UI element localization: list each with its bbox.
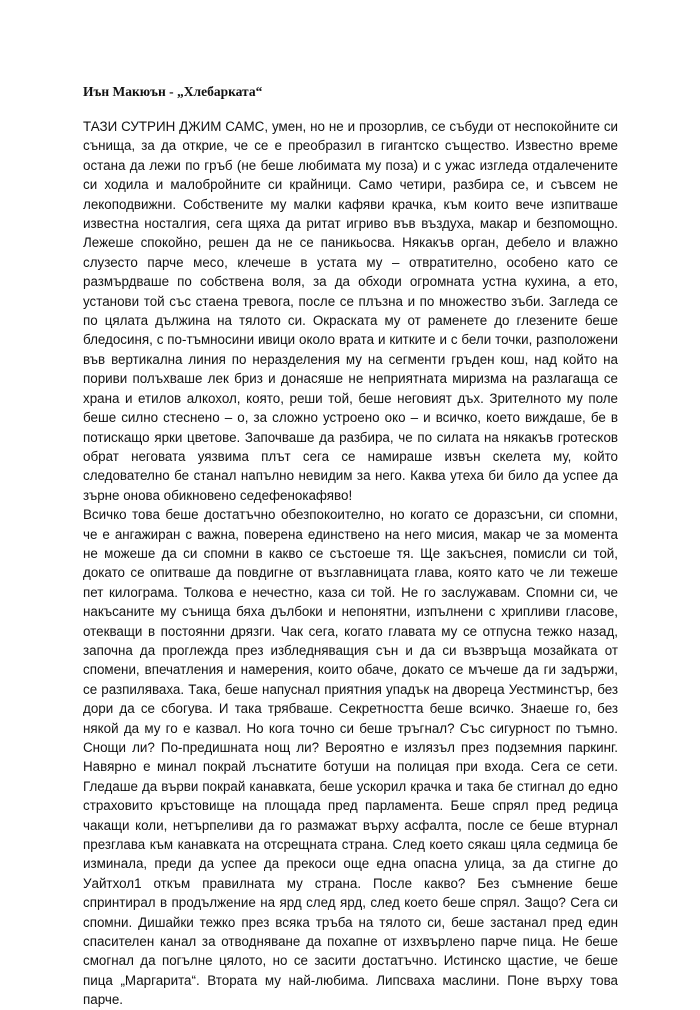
document-title: Иън Макюън - „Хлебарката“ bbox=[83, 84, 263, 99]
document-body bbox=[83, 117, 618, 1010]
paragraph: Всичко това беше достатъчно обезпокоително, но когато се доразсъни, си спомни, че е ангажиран с важна, поверена единствено на него мисия, макар че за момента не можеше да си спомни в какво се състоеше тя. Ще закъснея, помисли си той, докато се опитваше да повдигне от възглавницата глава, която като че ли тежеше пет килограма. Толкова е нечестно, каза си той. Не го заслужавам. Спомни си, че накъсаните му сънища бяха дълбоки и непонятни, изпълнени с хрипливи гласове, отекващи в постоянни дрязги. Чак сега, когато главата му се отпусна тежко назад, започна да проглежда през избледняващия сън и да си възвръща мозайката от спомени, впечатления и намерения, които обаче, докато се мъчеше да ги задържи, се разпиляваха. Така, беше напуснал приятния упадък на двореца Уестминстър, без дори да се сбогува. И така трябваше. Секретността беше всичко. Знаеше го, без някой да му го е казвал. Но кога точно си беше тръгнал? Със сигурност по тъмно. Снощи ли? По-предишната нощ ли? Вероятно е излязъл през подземния паркинг. Навярно е минал покрай лъснатите ботуши на полицая при входа. Сега се сети. Гледаше да върви покрай канавката, беше ускорил крачка и така бе стигнал до едно страховито кръстовище на площада пред парламента. Беше спрял пред редица чакащи коли, нетърпеливи да го размажат върху асфалта, после се беше втурнал презглава към канавката на отсрещната страна. След което сякаш цяла седмица бе изминала, преди да успее да прекоси още една опасна улица, за да стигне до Уайтхол1 откъм правилната му страна. После какво? Без съмнение беше спринтирал в продължение на ярд след ярд, след което беше спрял. Защо? Сега си спомни. Дишайки тежко през всяка тръба на тялото си, беше застанал пред един спасителен канал за отводняване да похапне от изхвърлено парче пица. Не беше смогнал да погълне цялото, но се засити достатъчно. Истинско щастие, че беше пица „Маргарита“. Втората му най-любима. Липсваха маслини. Поне върху това парче. bbox=[83, 507, 618, 1008]
paragraph: ТАЗИ СУТРИН ДЖИМ САМС, умен, но не и прозорлив, се събуди от неспокойните си сънища, за да открие, че се е преобразил в гигантско същество. Известно време остана да лежи по гръб (не беше любимата му поза) и с ужас изгледа отдалечените си ходила и малобройните си крайници. Само четири, разбира се, и съвсем не лекоподвижни. Собствените му малки кафяви крачка, към които вече изпитваше известна носталгия, сега щяха да ритат игриво във въздуха, макар и безпомощно. Лежеше спокойно, решен да не се паникьосва. Някакъв орган, дебело и влажно слузесто парче месо, клечеше в устата му – отвратително, особено като се размърдваше по собствена воля, за да обходи огромната устна кухина, а ето, установи той със стаена тревога, после се плъзна и по множество зъби. Загледа се по цялата дължина на тялото си. Окраската му от раменете до глезените беше бледосиня, с по-тъмносини ивици около врата и китките и с бели точки, разположени във вертикална линия по неразделения му на сегменти гръден кош, над който на пориви полъхваше лек бриз и донасяше не неприятната миризма на разлагаща се храна и етилов алкохол, която, реши той, беше неговият дъх. Зрителното му поле беше силно стеснено – о, за сложно устроено око – и всичко, което виждаше, бе в потискащо ярки цветове. Започваше да разбира, че по силата на някакъв гротесков обрат неговата уязвима плът сега се намираше извън скелета му, който следователно бе станал напълно невидим за него. Каква утеха би било да успее да зърне онова обикновено седефенокафяво! bbox=[83, 119, 618, 503]
